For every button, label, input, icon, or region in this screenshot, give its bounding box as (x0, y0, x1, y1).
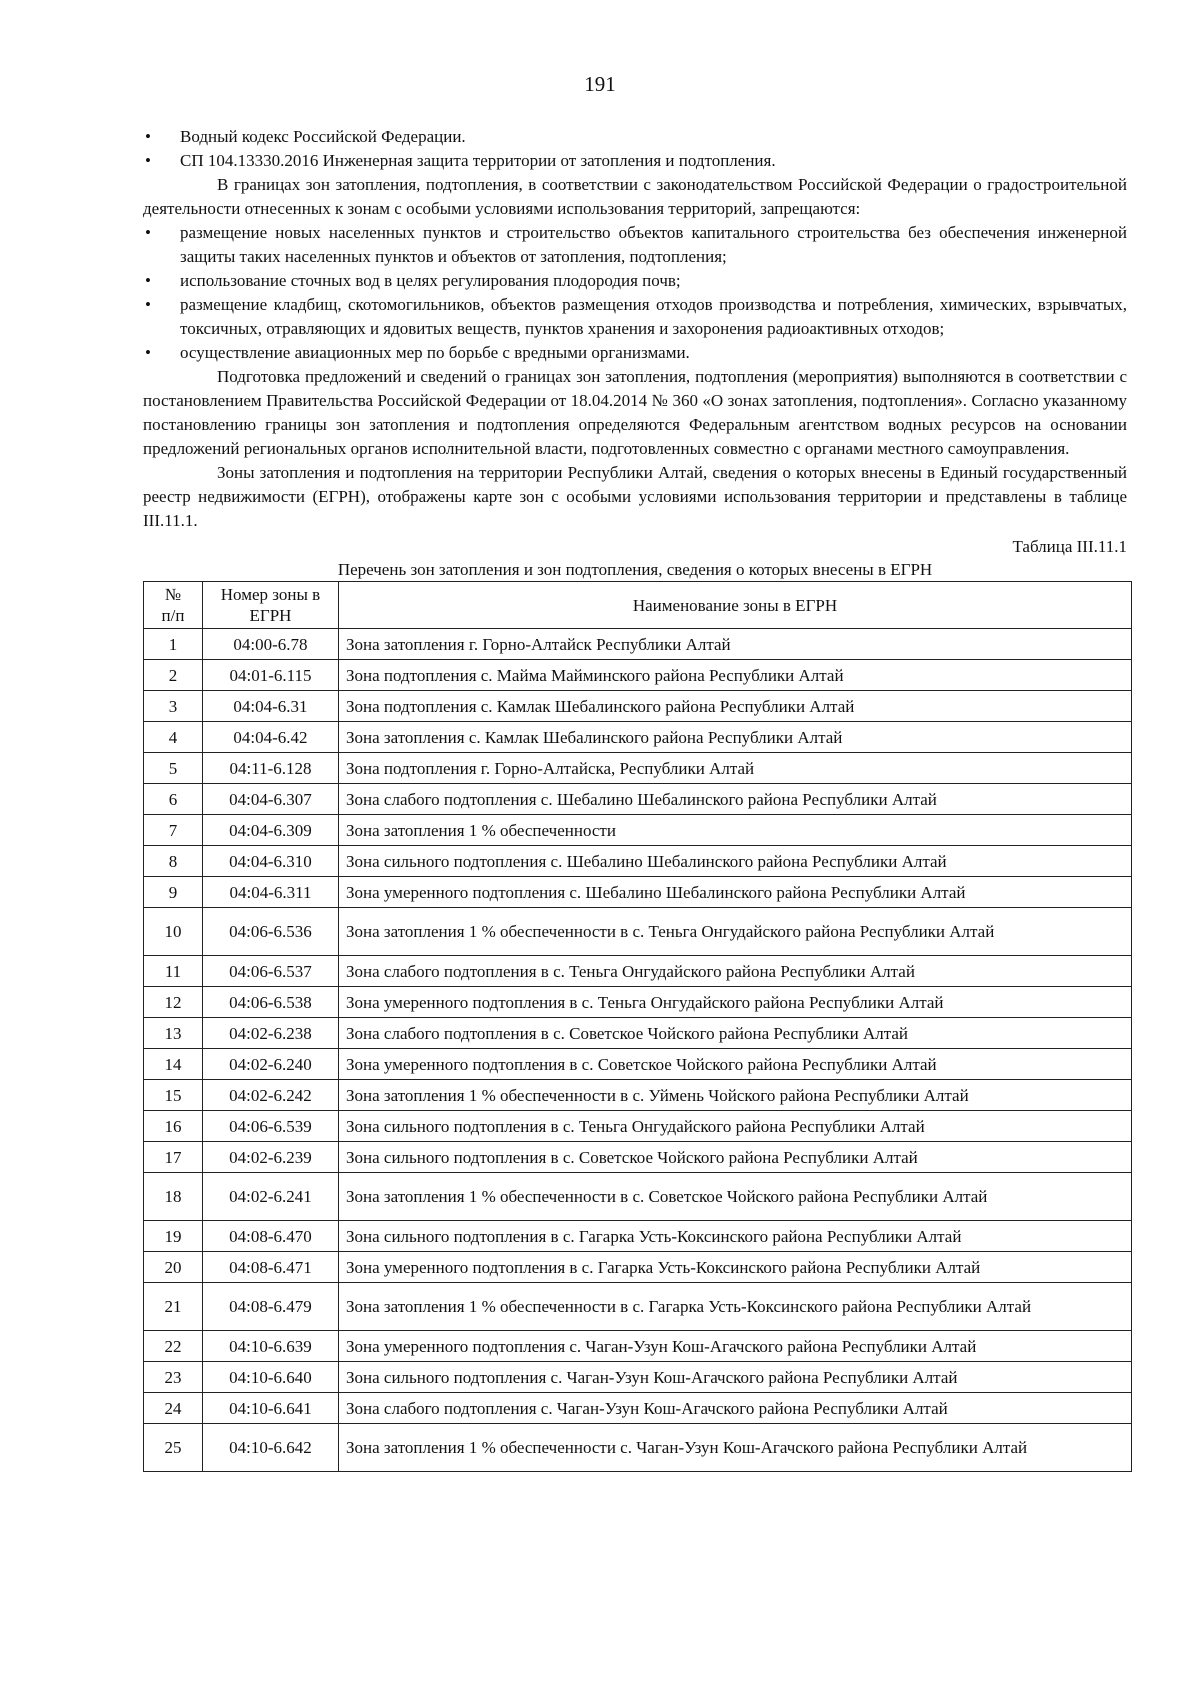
list-item-text: размещение новых населенных пунктов и строительство объектов капитального строительства без обеспечения инженерной защиты таких населенных пунктов и объектов от затопления, подтопления; (180, 223, 1127, 266)
table-row (144, 1221, 1132, 1252)
row-number: 19 (144, 1221, 203, 1252)
table-row (144, 753, 1132, 784)
zone-name: Зона подтопления г. Горно-Алтайска, Республики Алтай (339, 753, 1132, 784)
header-name: Наименование зоны в ЕГРН (339, 582, 1132, 629)
table-row (144, 987, 1132, 1018)
table-row (144, 1049, 1132, 1080)
row-number: 17 (144, 1142, 203, 1173)
table-row (144, 691, 1132, 722)
list-item-text: размещение кладбищ, скотомогильников, объектов размещения отходов производства и потребления, химических, взрывчатых, токсичных, отравляющих и ядовитых веществ, пунктов хранения и захоронения радиоактивных отходов; (180, 295, 1127, 338)
zone-name: Зона затопления 1 % обеспеченности в с. Теньга Онгудайского района Республики Алтай (339, 908, 1132, 956)
zone-code: 04:10-6.639 (203, 1331, 339, 1362)
table-row (144, 1424, 1132, 1472)
table-body (144, 629, 1132, 1472)
row-number: 21 (144, 1283, 203, 1331)
table-row (144, 1111, 1132, 1142)
row-number: 16 (144, 1111, 203, 1142)
list-item-text: СП 104.13330.2016 Инженерная защита территории от затопления и подтопления. (180, 151, 776, 170)
table-row (144, 784, 1132, 815)
zone-name: Зона сильного подтопления в с. Советское Чойского района Республики Алтай (339, 1142, 1132, 1173)
list-item (143, 149, 1127, 173)
zone-code: 04:08-6.470 (203, 1221, 339, 1252)
zone-name: Зона затопления 1 % обеспеченности в с. Гагарка Усть-Коксинского района Республики Алтай (339, 1283, 1132, 1331)
list-item-text: Водный кодекс Российской Федерации. (180, 127, 466, 146)
zone-code: 04:04-6.31 (203, 691, 339, 722)
zone-code: 04:01-6.115 (203, 660, 339, 691)
row-number: 11 (144, 956, 203, 987)
bullet-icon: • (145, 151, 151, 170)
paragraph-procedure: Подготовка предложений и сведений о границах зон затопления, подтопления (мероприятия) выполняются в соответствии с постановлением Правительства Российской Федерации от 18.04.2014 № 360 «О зонах затопления, подтопления». Согласно указанному постановлению границы зон затопления и подтопления определяются Федеральным агентством водных ресурсов на основании предложений региональных органов исполнительной власти, подготовленных совместно с органами местного самоуправления. (143, 367, 1127, 458)
table-row (144, 1018, 1132, 1049)
zone-code: 04:04-6.311 (203, 877, 339, 908)
zone-name: Зона слабого подтопления с. Шебалино Шебалинского района Республики Алтай (339, 784, 1132, 815)
row-number: 7 (144, 815, 203, 846)
zone-name: Зона затопления 1 % обеспеченности (339, 815, 1132, 846)
zone-code: 04:00-6.78 (203, 629, 339, 660)
zone-code: 04:06-6.536 (203, 908, 339, 956)
zone-code: 04:11-6.128 (203, 753, 339, 784)
zone-code: 04:02-6.238 (203, 1018, 339, 1049)
zone-name: Зона умеренного подтопления в с. Советское Чойского района Республики Алтай (339, 1049, 1132, 1080)
paragraph-prohibitions-intro: В границах зон затопления, подтопления, в соответствии с законодательством Российской Федерации о градостроительной деятельности отнесенных к зонам с особыми условиями использования территорий, запрещаются: (143, 175, 1127, 218)
bullet-icon: • (145, 295, 151, 314)
zones-table (143, 581, 1132, 1472)
table-row (144, 629, 1132, 660)
list-item (143, 269, 1127, 293)
zone-name: Зона затопления с. Камлак Шебалинского района Республики Алтай (339, 722, 1132, 753)
row-number: 4 (144, 722, 203, 753)
zone-name: Зона умеренного подтопления в с. Гагарка Усть-Коксинского района Республики Алтай (339, 1252, 1132, 1283)
row-number: 12 (144, 987, 203, 1018)
bullet-icon: • (145, 223, 151, 242)
bullet-icon: • (145, 271, 151, 290)
table-row (144, 1142, 1132, 1173)
table-title: Перечень зон затопления и зон подтопления, сведения о которых внесены в ЕГРН (337, 560, 933, 579)
zone-name: Зона сильного подтопления с. Чаган-Узун Кош-Агачского района Республики Алтай (339, 1362, 1132, 1393)
zone-code: 04:04-6.309 (203, 815, 339, 846)
table-row (144, 908, 1132, 956)
row-number: 3 (144, 691, 203, 722)
row-number: 13 (144, 1018, 203, 1049)
zone-name: Зона затопления 1 % обеспеченности с. Чаган-Узун Кош-Агачского района Республики Алтай (339, 1424, 1132, 1472)
table-header-row (144, 582, 1132, 629)
header-code-line2: ЕГРН (249, 606, 292, 625)
list-item (143, 221, 1127, 269)
zone-code: 04:06-6.539 (203, 1111, 339, 1142)
row-number: 15 (144, 1080, 203, 1111)
row-number: 6 (144, 784, 203, 815)
table-row (144, 660, 1132, 691)
zone-name: Зона слабого подтопления с. Чаган-Узун Кош-Агачского района Республики Алтай (339, 1393, 1132, 1424)
zone-name: Зона умеренного подтопления с. Чаган-Узун Кош-Агачского района Республики Алтай (339, 1331, 1132, 1362)
zone-name: Зона сильного подтопления в с. Теньга Онгудайского района Республики Алтай (339, 1111, 1132, 1142)
zone-name: Зона слабого подтопления в с. Советское Чойского района Республики Алтай (339, 1018, 1132, 1049)
zone-name: Зона затопления 1 % обеспеченности в с. Уймень Чойского района Республики Алтай (339, 1080, 1132, 1111)
zone-name: Зона умеренного подтопления с. Шебалино Шебалинского района Республики Алтай (339, 877, 1132, 908)
list-item-text: осуществление авиационных мер по борьбе с вредными организмами. (180, 343, 690, 362)
table-row (144, 1173, 1132, 1221)
zone-name: Зона сильного подтопления в с. Гагарка Усть-Коксинского района Республики Алтай (339, 1221, 1132, 1252)
row-number: 1 (144, 629, 203, 660)
table-row (144, 846, 1132, 877)
table-row (144, 815, 1132, 846)
zone-code: 04:10-6.640 (203, 1362, 339, 1393)
table-row (144, 722, 1132, 753)
bullet-icon: • (145, 343, 151, 362)
page-number: 191 (584, 72, 616, 96)
list-item (143, 293, 1127, 341)
header-code (203, 582, 339, 629)
zone-code: 04:08-6.471 (203, 1252, 339, 1283)
zone-code: 04:10-6.642 (203, 1424, 339, 1472)
zone-code: 04:04-6.307 (203, 784, 339, 815)
row-number: 9 (144, 877, 203, 908)
row-number: 8 (144, 846, 203, 877)
header-number-line2: п/п (161, 606, 185, 625)
zone-name: Зона умеренного подтопления в с. Теньга Онгудайского района Республики Алтай (339, 987, 1132, 1018)
table-row (144, 956, 1132, 987)
zone-code: 04:04-6.310 (203, 846, 339, 877)
table-label: Таблица III.11.1 (1012, 537, 1127, 556)
zone-name: Зона сильного подтопления с. Шебалино Шебалинского района Республики Алтай (339, 846, 1132, 877)
row-number: 14 (144, 1049, 203, 1080)
zone-name: Зона затопления 1 % обеспеченности в с. Советское Чойского района Республики Алтай (339, 1173, 1132, 1221)
list-item (143, 341, 1127, 365)
table-row (144, 877, 1132, 908)
bullet-icon: • (145, 127, 151, 146)
row-number: 10 (144, 908, 203, 956)
table-row (144, 1393, 1132, 1424)
header-number-line1: № (164, 585, 182, 604)
zone-name: Зона слабого подтопления в с. Теньга Онгудайского района Республики Алтай (339, 956, 1132, 987)
table-row (144, 1331, 1132, 1362)
zone-code: 04:10-6.641 (203, 1393, 339, 1424)
zone-code: 04:04-6.42 (203, 722, 339, 753)
zone-code: 04:02-6.240 (203, 1049, 339, 1080)
list-item (143, 125, 1127, 149)
row-number: 23 (144, 1362, 203, 1393)
header-code-line1: Номер зоны в (220, 585, 321, 604)
zone-code: 04:02-6.241 (203, 1173, 339, 1221)
table-row (144, 1252, 1132, 1283)
page-content (143, 125, 1127, 1472)
zone-name: Зона подтопления с. Камлак Шебалинского района Республики Алтай (339, 691, 1132, 722)
row-number: 5 (144, 753, 203, 784)
zone-name: Зона затопления г. Горно-Алтайск Республики Алтай (339, 629, 1132, 660)
zone-code: 04:06-6.538 (203, 987, 339, 1018)
table-row (144, 1283, 1132, 1331)
row-number: 22 (144, 1331, 203, 1362)
table-row (144, 1080, 1132, 1111)
row-number: 20 (144, 1252, 203, 1283)
row-number: 24 (144, 1393, 203, 1424)
list-item-text: использование сточных вод в целях регулирования плодородия почв; (180, 271, 681, 290)
paragraph-zones-egrn: Зоны затопления и подтопления на территории Республики Алтай, сведения о которых внесены в Единый государственный реестр недвижимости (ЕГРН), отображены карте зон с особыми условиями использования территории и представлены в таблице III.11.1. (143, 463, 1127, 530)
zone-code: 04:02-6.239 (203, 1142, 339, 1173)
row-number: 2 (144, 660, 203, 691)
zone-code: 04:02-6.242 (203, 1080, 339, 1111)
row-number: 18 (144, 1173, 203, 1221)
zone-code: 04:06-6.537 (203, 956, 339, 987)
header-number (144, 582, 203, 629)
zone-code: 04:08-6.479 (203, 1283, 339, 1331)
row-number: 25 (144, 1424, 203, 1472)
table-row (144, 1362, 1132, 1393)
zone-name: Зона подтопления с. Майма Майминского района Республики Алтай (339, 660, 1132, 691)
